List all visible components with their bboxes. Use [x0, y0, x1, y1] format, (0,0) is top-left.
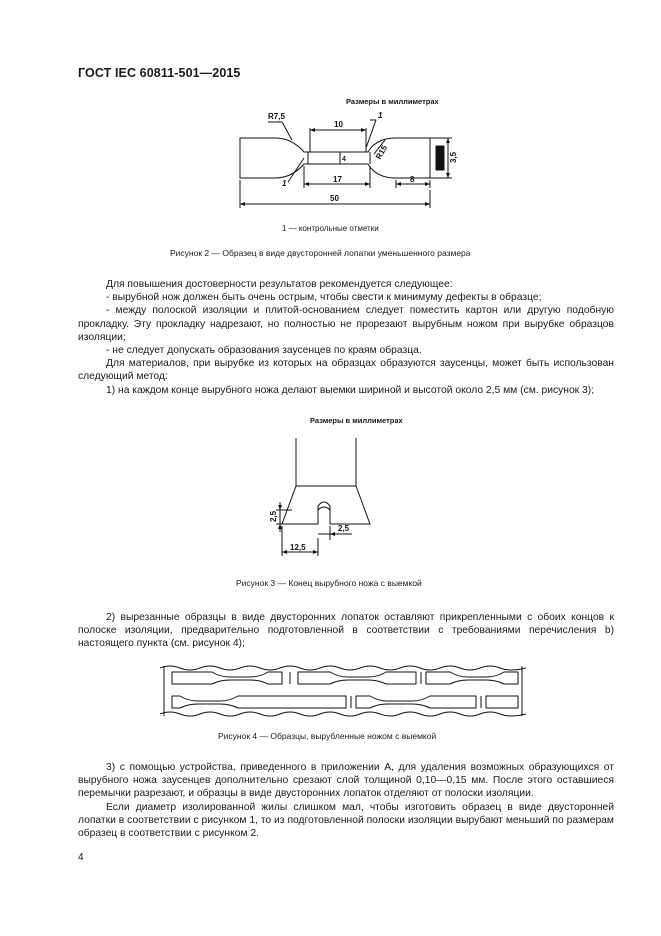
figure2-legend: 1 — контрольные отметки [282, 224, 379, 233]
fig2-label-r15: R15 [373, 143, 390, 161]
fig2-label-4: 4 [342, 156, 346, 163]
step-3: 3) с помощью устройства, приведенного в приложении A, для удаления возможных образующихся от вырубного ножа заусенцев дополнительно срезают слой толщиной 0,10—0,15 мм. После этого оставшиеся перемычки разрезают, и образцы в виде двусторонних лопаток отделяют от полоски изоляции. [78, 762, 614, 800]
figure3-drawing [262, 434, 382, 564]
text-block-2 [78, 611, 614, 651]
figure2-drawing [230, 108, 460, 213]
fig3-label-height: 2,5 [269, 510, 278, 522]
fig2-label-mark-bottom: 1 [282, 179, 287, 188]
fig3-label-12-5: 12,5 [290, 543, 306, 552]
fig2-label-r7-5: R7,5 [268, 112, 285, 121]
figure3-dimension-note: Размеры в миллиметрах [310, 416, 403, 425]
figure2-dimension-note: Размеры в миллиметрах [346, 97, 439, 106]
method-paragraph: Для материалов, при вырубке из которых на образцах образуются заусенцы, может быть использован следующий метод: [78, 358, 614, 383]
fig3-label-width: 2,5 [338, 524, 350, 533]
list-item: - вырубной нож должен быть очень острым, чтобы свести к минимуму дефекты в образце; [106, 292, 542, 304]
page-number: 4 [78, 852, 84, 863]
fig2-label-17: 17 [333, 175, 342, 184]
text-block-3 [78, 761, 614, 840]
text-block-1 [78, 278, 614, 397]
figure4-drawing [160, 662, 526, 720]
fig2-label-mark-top: 1 [378, 111, 383, 120]
list-item: - между полоской изоляции и плитой-основанием следует поместить картон или другую подобную прокладку. Эту прокладку надрезают, но полностью не прорезают вырубным ножом при вырубке образцов изоляции; [78, 305, 614, 343]
figure4-caption: Рисунок 4 — Образцы, вырубленные ножом с выемкой [218, 731, 437, 741]
fig2-label-10: 10 [334, 120, 343, 129]
figure3-caption: Рисунок 3 — Конец вырубного ножа с выемкой [236, 578, 422, 588]
step-2: 2) вырезанные образцы в виде двусторонних лопаток оставляют прикрепленными с обоих концов к полоске изоляции, предварительно подготовленной в соответствии с требованиями перечисления b) настоящего пункта (см. рисунок 4); [78, 612, 614, 650]
fig2-label-3-5: 3,5 [449, 151, 458, 163]
recommendations-lead: Для повышения достоверности результатов рекомендуется следующее: [106, 279, 453, 290]
list-item: - не следует допускать образования заусенцев по краям образца. [106, 345, 422, 357]
final-paragraph: Если диаметр изолированной жилы слишком мал, чтобы изготовить образец в виде двусторонней лопатки в соответствии с рисунком 1, то из подготовленной полоски изоляции вырубают меньший по размерам образец в соответствии с рисунком 2. [78, 801, 614, 840]
fig2-label-50: 50 [330, 194, 339, 203]
document-header: ГОСТ IEC 60811-501—2015 [78, 66, 241, 80]
figure2-caption: Рисунок 2 — Образец в виде двусторонней лопатки уменьшенного размера [170, 248, 471, 258]
step-1: 1) на каждом конце вырубного ножа делают выемки шириной и высотой около 2,5 мм (см. рисунок 3); [106, 384, 595, 396]
fig2-label-8: 8 [410, 175, 415, 184]
